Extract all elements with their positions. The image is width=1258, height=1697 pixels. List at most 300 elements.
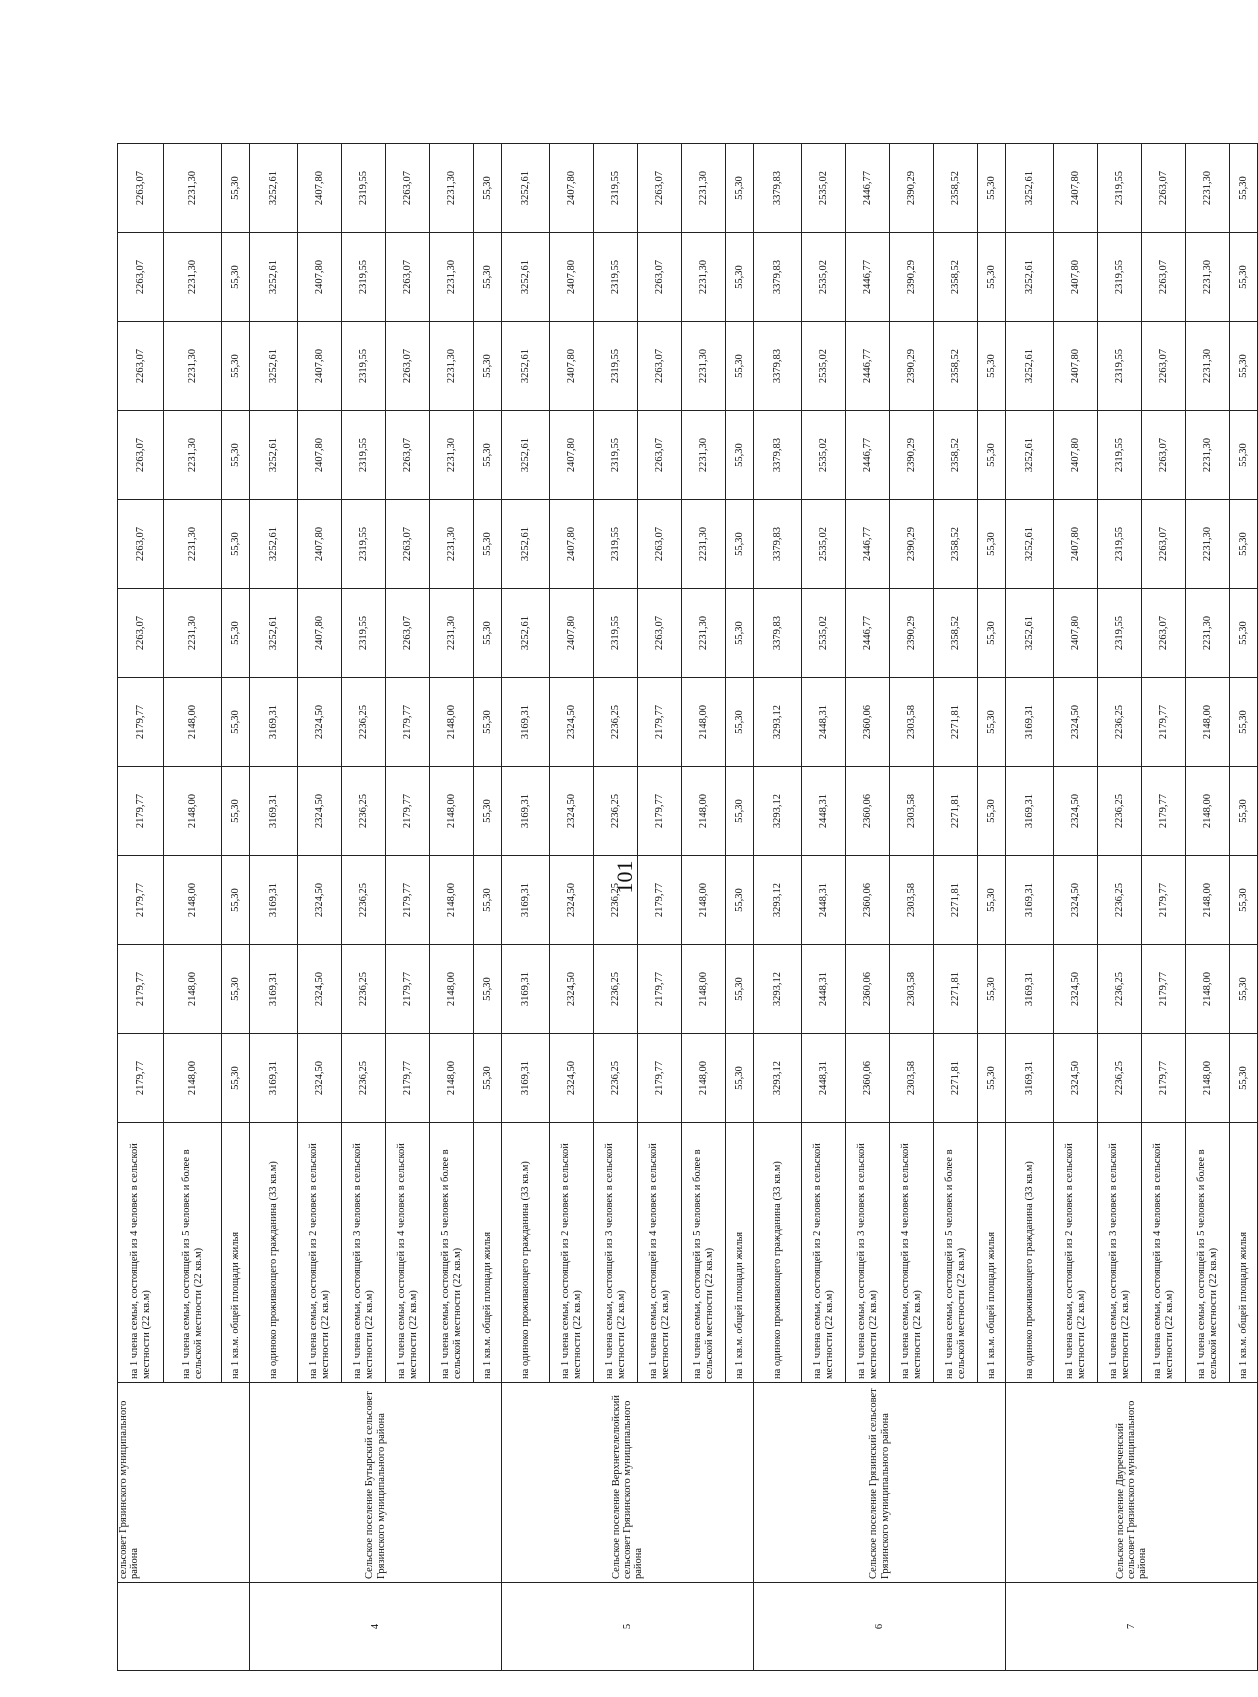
tariff-value-cell: 2179,77 <box>118 856 164 945</box>
tariff-value-cell: 2319,55 <box>1098 500 1142 589</box>
tariff-value-cell: 3252,61 <box>502 144 550 233</box>
tariff-value-cell: 2324,50 <box>298 1034 342 1123</box>
category-cell: на 1 кв.м. общей площади жилья <box>726 1123 754 1383</box>
tariff-value-cell: 55,30 <box>1230 233 1258 322</box>
tariff-value-cell: 2360,06 <box>846 678 890 767</box>
tariff-value-cell: 2448,31 <box>802 1034 846 1123</box>
tariff-value-cell: 55,30 <box>726 589 754 678</box>
tariff-value-cell: 2231,30 <box>1186 233 1230 322</box>
tariff-value-cell: 2179,77 <box>638 945 682 1034</box>
table-row <box>502 144 550 1671</box>
tariff-value-cell: 2236,25 <box>1098 678 1142 767</box>
tariff-value-cell: 3169,31 <box>250 856 298 945</box>
tariff-value-cell: 2236,25 <box>594 856 638 945</box>
tariff-value-cell: 2263,07 <box>638 589 682 678</box>
tariff-value-cell: 3169,31 <box>1006 945 1054 1034</box>
category-cell: на 1 члена семьи, состоящей из 5 человек и более в сельской местности (22 кв.м) <box>1186 1123 1230 1383</box>
tariff-value-cell: 2324,50 <box>298 856 342 945</box>
tariff-value-cell: 2319,55 <box>342 144 386 233</box>
tariff-value-cell: 55,30 <box>1230 1034 1258 1123</box>
tariff-value-cell: 55,30 <box>222 411 250 500</box>
tariff-value-cell: 2319,55 <box>1098 322 1142 411</box>
tariff-value-cell: 2360,06 <box>846 856 890 945</box>
tariff-value-cell: 2271,81 <box>934 856 978 945</box>
tariff-value-cell: 2179,77 <box>638 767 682 856</box>
settlement-name-cell: Сельское поселение Грязинский сельсовет Грязинского муниципального района <box>754 1383 1006 1583</box>
tariff-value-cell: 55,30 <box>474 500 502 589</box>
tariff-value-cell: 2324,50 <box>1054 856 1098 945</box>
tariff-value-cell: 55,30 <box>978 678 1006 767</box>
tariff-value-cell: 2390,29 <box>890 411 934 500</box>
tariff-value-cell: 2231,30 <box>430 144 474 233</box>
tariff-value-cell: 3169,31 <box>250 678 298 767</box>
tariff-value-cell: 2231,30 <box>164 233 222 322</box>
tariff-value-cell: 2231,30 <box>682 322 726 411</box>
tariff-value-cell: 55,30 <box>474 233 502 322</box>
category-cell: на одиноко проживающего гражданина (33 кв.м) <box>502 1123 550 1383</box>
tariff-value-cell: 55,30 <box>978 589 1006 678</box>
category-cell: на одиноко проживающего гражданина (33 кв.м) <box>250 1123 298 1383</box>
tariff-value-cell: 2179,77 <box>386 945 430 1034</box>
tariff-value-cell: 2358,52 <box>934 500 978 589</box>
category-cell: на 1 члена семьи, состоящей из 2 человек в сельской местности (22 кв.м) <box>802 1123 846 1383</box>
tariff-value-cell: 2263,07 <box>1142 322 1186 411</box>
tariff-value-cell: 55,30 <box>474 856 502 945</box>
tariff-value-cell: 2148,00 <box>430 945 474 1034</box>
settlement-name-cell: сельсовет Грязинского муниципального района <box>118 1383 250 1583</box>
tariff-value-cell: 2390,29 <box>890 322 934 411</box>
tariff-value-cell: 55,30 <box>978 500 1006 589</box>
tariff-value-cell: 2148,00 <box>682 945 726 1034</box>
settlement-name-cell: Сельское поселение Верхнетелелюйский сельсовет Грязинского муниципального района <box>502 1383 754 1583</box>
tariff-value-cell: 55,30 <box>978 322 1006 411</box>
tariff-value-cell: 3169,31 <box>502 856 550 945</box>
tariff-value-cell: 2179,77 <box>386 767 430 856</box>
tariff-value-cell: 2407,80 <box>298 144 342 233</box>
tariff-value-cell: 55,30 <box>978 411 1006 500</box>
tariff-value-cell: 2179,77 <box>638 678 682 767</box>
tariff-value-cell: 55,30 <box>726 144 754 233</box>
tariff-value-cell: 2236,25 <box>594 1034 638 1123</box>
tariff-value-cell: 3252,61 <box>250 500 298 589</box>
tariff-value-cell: 2360,06 <box>846 767 890 856</box>
category-cell: на 1 члена семьи, состоящей из 2 человек в сельской местности (22 кв.м) <box>550 1123 594 1383</box>
rotated-landscape-page <box>117 143 1249 1671</box>
tariff-value-cell: 55,30 <box>222 322 250 411</box>
tariff-value-cell: 2179,77 <box>118 678 164 767</box>
tariff-value-cell: 2231,30 <box>682 233 726 322</box>
tariff-value-cell: 2236,25 <box>342 767 386 856</box>
tariff-value-cell: 2263,07 <box>118 233 164 322</box>
tariff-value-cell: 2390,29 <box>890 144 934 233</box>
tariff-value-cell: 3379,83 <box>754 500 802 589</box>
tariff-value-cell: 55,30 <box>222 144 250 233</box>
tariff-value-cell: 2319,55 <box>594 411 638 500</box>
tariff-value-cell: 3293,12 <box>754 945 802 1034</box>
page-number: 101 <box>612 860 637 894</box>
tariff-value-cell: 2303,58 <box>890 856 934 945</box>
tariff-value-cell: 55,30 <box>222 589 250 678</box>
tariff-value-cell: 2324,50 <box>550 767 594 856</box>
category-cell: на 1 члена семьи, состоящей из 5 человек и более в сельской местности (22 кв.м) <box>682 1123 726 1383</box>
tariff-value-cell: 2390,29 <box>890 500 934 589</box>
tariff-value-cell: 2407,80 <box>550 411 594 500</box>
tariff-value-cell: 55,30 <box>222 945 250 1034</box>
tariff-value-cell: 2319,55 <box>594 233 638 322</box>
tariff-value-cell: 2148,00 <box>1186 945 1230 1034</box>
tariff-value-cell: 2360,06 <box>846 1034 890 1123</box>
tariff-value-cell: 2263,07 <box>386 500 430 589</box>
tariff-value-cell: 55,30 <box>222 233 250 322</box>
tariff-value-cell: 55,30 <box>1230 500 1258 589</box>
tariff-value-cell: 2407,80 <box>550 500 594 589</box>
tariff-value-cell: 3293,12 <box>754 767 802 856</box>
tariff-value-cell: 2231,30 <box>164 144 222 233</box>
tariff-value-cell: 55,30 <box>978 856 1006 945</box>
tariff-value-cell: 55,30 <box>474 1034 502 1123</box>
tariff-value-cell: 2231,30 <box>164 322 222 411</box>
tariff-value-cell: 2263,07 <box>386 144 430 233</box>
tariff-value-cell: 2407,80 <box>298 500 342 589</box>
tariff-value-cell: 2263,07 <box>1142 233 1186 322</box>
tariff-value-cell: 2179,77 <box>638 1034 682 1123</box>
tariff-value-cell: 55,30 <box>726 322 754 411</box>
tariff-value-cell: 2263,07 <box>386 322 430 411</box>
tariff-value-cell: 2231,30 <box>430 322 474 411</box>
tariff-value-cell: 2263,07 <box>1142 589 1186 678</box>
tariff-value-cell: 2263,07 <box>118 411 164 500</box>
tariff-value-cell: 2148,00 <box>1186 678 1230 767</box>
tariff-value-cell: 2148,00 <box>1186 767 1230 856</box>
tariff-value-cell: 2324,50 <box>1054 678 1098 767</box>
tariff-value-cell: 55,30 <box>1230 856 1258 945</box>
tariff-value-cell: 2319,55 <box>1098 233 1142 322</box>
tariff-value-cell: 2148,00 <box>430 678 474 767</box>
tariff-value-cell: 2179,77 <box>118 767 164 856</box>
tariff-value-cell: 2407,80 <box>1054 589 1098 678</box>
tariff-value-cell: 3169,31 <box>502 678 550 767</box>
tariff-value-cell: 3169,31 <box>1006 856 1054 945</box>
tariff-value-cell: 2324,50 <box>1054 945 1098 1034</box>
tariff-value-cell: 2179,77 <box>638 856 682 945</box>
category-cell: на 1 члена семьи, состоящей из 5 человек и более в сельской местности (22 кв.м) <box>430 1123 474 1383</box>
tariff-value-cell: 2324,50 <box>550 1034 594 1123</box>
tariff-value-cell: 2358,52 <box>934 144 978 233</box>
tariff-value-cell: 3169,31 <box>1006 678 1054 767</box>
tariff-value-cell: 2446,77 <box>846 589 890 678</box>
tariff-value-cell: 2236,25 <box>1098 1034 1142 1123</box>
category-cell: на 1 члена семьи, состоящей из 3 человек в сельской местности (22 кв.м) <box>594 1123 638 1383</box>
tariff-value-cell: 3293,12 <box>754 856 802 945</box>
tariff-value-cell: 55,30 <box>474 678 502 767</box>
tariff-value-cell: 2358,52 <box>934 589 978 678</box>
tariff-value-cell: 2236,25 <box>594 678 638 767</box>
tariff-value-cell: 2179,77 <box>118 1034 164 1123</box>
tariff-value-cell: 2535,02 <box>802 589 846 678</box>
tariff-value-cell: 2448,31 <box>802 856 846 945</box>
tariff-value-cell: 2448,31 <box>802 767 846 856</box>
tariff-value-cell: 2231,30 <box>1186 322 1230 411</box>
tariff-value-cell: 3252,61 <box>502 322 550 411</box>
tariff-value-cell: 3252,61 <box>250 589 298 678</box>
tariff-value-cell: 3252,61 <box>1006 500 1054 589</box>
tariff-value-cell: 3169,31 <box>250 767 298 856</box>
tariff-value-cell: 2358,52 <box>934 233 978 322</box>
table-row <box>1006 144 1054 1671</box>
category-cell: на 1 члена семьи, состоящей из 4 человек в сельской местности (22 кв.м) <box>118 1123 164 1383</box>
tariff-value-cell: 3169,31 <box>250 945 298 1034</box>
tariff-value-cell: 2407,80 <box>550 144 594 233</box>
category-cell: на 1 члена семьи, состоящей из 2 человек в сельской местности (22 кв.м) <box>1054 1123 1098 1383</box>
tariff-value-cell: 2263,07 <box>118 500 164 589</box>
tariff-value-cell: 3252,61 <box>1006 411 1054 500</box>
tariff-value-cell: 3379,83 <box>754 589 802 678</box>
tariff-value-cell: 2390,29 <box>890 233 934 322</box>
tariff-value-cell: 2324,50 <box>550 856 594 945</box>
tariff-value-cell: 2407,80 <box>550 322 594 411</box>
tariff-value-cell: 2179,77 <box>1142 1034 1186 1123</box>
tariff-value-cell: 2319,55 <box>342 589 386 678</box>
tariff-value-cell: 55,30 <box>474 767 502 856</box>
tariff-value-cell: 2231,30 <box>682 144 726 233</box>
tariff-value-cell: 2535,02 <box>802 144 846 233</box>
tariff-value-cell: 2236,25 <box>342 1034 386 1123</box>
tariff-value-cell: 2179,77 <box>1142 767 1186 856</box>
tariff-value-cell: 2407,80 <box>1054 411 1098 500</box>
tariff-value-cell: 2179,77 <box>1142 945 1186 1034</box>
tariff-value-cell: 55,30 <box>1230 589 1258 678</box>
tariff-value-cell: 3252,61 <box>502 589 550 678</box>
settlement-name-cell: Сельское поселение Бутырский сельсовет Грязинского муниципального района <box>250 1383 502 1583</box>
tariff-value-cell: 55,30 <box>726 678 754 767</box>
tariff-value-cell: 2236,25 <box>342 678 386 767</box>
tariff-value-cell: 3252,61 <box>1006 233 1054 322</box>
tariff-value-cell: 2236,25 <box>594 945 638 1034</box>
tariff-value-cell: 2148,00 <box>164 856 222 945</box>
category-cell: на 1 члена семьи, состоящей из 4 человек в сельской местности (22 кв.м) <box>386 1123 430 1383</box>
tariff-value-cell: 2319,55 <box>1098 144 1142 233</box>
tariff-value-cell: 2148,00 <box>682 767 726 856</box>
tariff-value-cell: 2407,80 <box>298 322 342 411</box>
row-number-cell <box>118 1583 250 1671</box>
tariff-value-cell: 3169,31 <box>1006 1034 1054 1123</box>
tariff-value-cell: 2263,07 <box>638 233 682 322</box>
tariff-value-cell: 2324,50 <box>550 945 594 1034</box>
tariff-value-cell: 2446,77 <box>846 411 890 500</box>
tariff-value-cell: 2231,30 <box>164 500 222 589</box>
tariff-value-cell: 55,30 <box>1230 411 1258 500</box>
tariff-value-cell: 2231,30 <box>1186 144 1230 233</box>
tariff-value-cell: 2263,07 <box>386 589 430 678</box>
tariff-value-cell: 55,30 <box>726 767 754 856</box>
tariff-value-cell: 2263,07 <box>1142 144 1186 233</box>
tariff-value-cell: 55,30 <box>1230 767 1258 856</box>
table-row <box>754 144 802 1671</box>
tariff-value-cell: 3293,12 <box>754 678 802 767</box>
tariff-value-cell: 55,30 <box>978 233 1006 322</box>
category-cell: на 1 кв.м. общей площади жилья <box>1230 1123 1258 1383</box>
tariff-value-cell: 2407,80 <box>1054 233 1098 322</box>
tariff-value-cell: 2319,55 <box>342 322 386 411</box>
tariff-value-cell: 2148,00 <box>430 856 474 945</box>
tariff-value-cell: 3252,61 <box>250 144 298 233</box>
tariff-value-cell: 3252,61 <box>250 411 298 500</box>
tariff-value-cell: 2263,07 <box>1142 411 1186 500</box>
tariff-value-cell: 3169,31 <box>502 1034 550 1123</box>
tariff-value-cell: 2303,58 <box>890 1034 934 1123</box>
tariff-table-body <box>118 144 1258 1671</box>
category-cell: на 1 члена семьи, состоящей из 5 человек и более в сельской местности (22 кв.м) <box>164 1123 222 1383</box>
category-cell: на 1 кв.м. общей площади жилья <box>978 1123 1006 1383</box>
tariff-value-cell: 2231,30 <box>682 500 726 589</box>
tariff-value-cell: 55,30 <box>726 856 754 945</box>
tariff-value-cell: 2231,30 <box>430 500 474 589</box>
tariff-value-cell: 55,30 <box>222 500 250 589</box>
tariff-value-cell: 2319,55 <box>1098 411 1142 500</box>
tariff-value-cell: 2263,07 <box>118 589 164 678</box>
tariff-value-cell: 3169,31 <box>502 945 550 1034</box>
tariff-value-cell: 2446,77 <box>846 144 890 233</box>
row-number-cell: 5 <box>502 1583 754 1671</box>
tariff-value-cell: 3169,31 <box>250 1034 298 1123</box>
tariff-value-cell: 2148,00 <box>430 767 474 856</box>
category-cell: на 1 члена семьи, состоящей из 5 человек и более в сельской местности (22 кв.м) <box>934 1123 978 1383</box>
tariff-value-cell: 3252,61 <box>250 322 298 411</box>
tariff-value-cell: 2535,02 <box>802 322 846 411</box>
tariff-value-cell: 2358,52 <box>934 322 978 411</box>
category-cell: на 1 члена семьи, состоящей из 4 человек в сельской местности (22 кв.м) <box>638 1123 682 1383</box>
tariff-value-cell: 2148,00 <box>1186 856 1230 945</box>
tariff-value-cell: 2303,58 <box>890 945 934 1034</box>
category-cell: на 1 кв.м. общей площади жилья <box>474 1123 502 1383</box>
tariff-value-cell: 2360,06 <box>846 945 890 1034</box>
tariff-value-cell: 2179,77 <box>386 1034 430 1123</box>
tariff-value-cell: 55,30 <box>978 945 1006 1034</box>
tariff-value-cell: 2263,07 <box>638 500 682 589</box>
tariff-value-cell: 2407,80 <box>298 411 342 500</box>
tariff-value-cell: 55,30 <box>978 1034 1006 1123</box>
row-number-cell: 7 <box>1006 1583 1258 1671</box>
tariff-value-cell: 2263,07 <box>1142 500 1186 589</box>
tariff-value-cell: 2303,58 <box>890 767 934 856</box>
tariff-value-cell: 2407,80 <box>298 589 342 678</box>
tariff-value-cell: 2148,00 <box>164 678 222 767</box>
tariff-value-cell: 55,30 <box>1230 144 1258 233</box>
tariff-value-cell: 55,30 <box>474 322 502 411</box>
tariff-value-cell: 2231,30 <box>430 589 474 678</box>
tariff-value-cell: 2358,52 <box>934 411 978 500</box>
row-number-cell: 4 <box>250 1583 502 1671</box>
tariff-value-cell: 2319,55 <box>594 589 638 678</box>
tariff-value-cell: 55,30 <box>726 945 754 1034</box>
tariff-value-cell: 2448,31 <box>802 678 846 767</box>
tariff-value-cell: 55,30 <box>726 500 754 589</box>
tariff-value-cell: 2263,07 <box>638 144 682 233</box>
tariff-value-cell: 3252,61 <box>502 233 550 322</box>
tariff-value-cell: 2236,25 <box>1098 945 1142 1034</box>
tariff-value-cell: 2324,50 <box>298 767 342 856</box>
tariff-value-cell: 55,30 <box>474 589 502 678</box>
tariff-value-cell: 2236,25 <box>594 767 638 856</box>
tariff-value-cell: 2148,00 <box>430 1034 474 1123</box>
tariff-value-cell: 2407,80 <box>550 589 594 678</box>
tariff-value-cell: 2319,55 <box>342 500 386 589</box>
tariff-value-cell: 2319,55 <box>594 322 638 411</box>
tariff-value-cell: 2271,81 <box>934 767 978 856</box>
tariff-value-cell: 2236,25 <box>342 945 386 1034</box>
tariff-value-cell: 2319,55 <box>594 144 638 233</box>
tariff-value-cell: 2319,55 <box>342 411 386 500</box>
tariff-value-cell: 2271,81 <box>934 678 978 767</box>
tariff-value-cell: 55,30 <box>726 411 754 500</box>
tariff-value-cell: 3169,31 <box>1006 767 1054 856</box>
tariff-value-cell: 2535,02 <box>802 233 846 322</box>
tariff-value-cell: 2407,80 <box>550 233 594 322</box>
category-cell: на одиноко проживающего гражданина (33 кв.м) <box>754 1123 802 1383</box>
tariff-value-cell: 2446,77 <box>846 233 890 322</box>
tariff-value-cell: 55,30 <box>222 678 250 767</box>
tariff-value-cell: 2446,77 <box>846 322 890 411</box>
tariff-value-cell: 2148,00 <box>1186 1034 1230 1123</box>
tariff-value-cell: 2271,81 <box>934 945 978 1034</box>
tariff-value-cell: 3252,61 <box>250 233 298 322</box>
tariff-value-cell: 55,30 <box>474 945 502 1034</box>
tariff-value-cell: 3252,61 <box>502 500 550 589</box>
tariff-value-cell: 2263,07 <box>118 144 164 233</box>
tariff-value-cell: 2231,30 <box>682 411 726 500</box>
tariff-value-cell: 2407,80 <box>298 233 342 322</box>
category-cell: на одиноко проживающего гражданина (33 кв.м) <box>1006 1123 1054 1383</box>
tariff-value-cell: 3379,83 <box>754 411 802 500</box>
tariff-value-cell: 55,30 <box>1230 945 1258 1034</box>
tariff-value-cell: 2448,31 <box>802 945 846 1034</box>
tariff-value-cell: 2236,25 <box>1098 856 1142 945</box>
tariff-value-cell: 2148,00 <box>164 945 222 1034</box>
tariff-value-cell: 55,30 <box>726 1034 754 1123</box>
tariff-value-cell: 55,30 <box>978 144 1006 233</box>
tariff-value-cell: 2324,50 <box>298 678 342 767</box>
tariff-value-cell: 2231,30 <box>682 589 726 678</box>
tariff-value-cell: 2236,25 <box>1098 767 1142 856</box>
category-cell: на 1 кв.м. общей площади жилья <box>222 1123 250 1383</box>
tariff-value-cell: 3252,61 <box>1006 144 1054 233</box>
category-cell: на 1 члена семьи, состоящей из 4 человек в сельской местности (22 кв.м) <box>1142 1123 1186 1383</box>
tariff-value-cell: 3252,61 <box>1006 322 1054 411</box>
tariff-value-cell: 2263,07 <box>118 322 164 411</box>
tariff-value-cell: 2263,07 <box>386 233 430 322</box>
tariff-value-cell: 2324,50 <box>1054 1034 1098 1123</box>
row-number-cell: 6 <box>754 1583 1006 1671</box>
tariff-value-cell: 2148,00 <box>682 1034 726 1123</box>
tariff-value-cell: 2263,07 <box>386 411 430 500</box>
tariff-value-cell: 3379,83 <box>754 144 802 233</box>
tariff-value-cell: 2179,77 <box>118 945 164 1034</box>
tariff-value-cell: 2263,07 <box>638 322 682 411</box>
tariff-value-cell: 2271,81 <box>934 1034 978 1123</box>
tariff-value-cell: 2407,80 <box>1054 144 1098 233</box>
tariff-value-cell: 2148,00 <box>682 678 726 767</box>
tariff-value-cell: 2319,55 <box>1098 589 1142 678</box>
tariff-value-cell: 2231,30 <box>1186 500 1230 589</box>
tariff-value-cell: 2407,80 <box>1054 500 1098 589</box>
tariff-value-cell: 3252,61 <box>1006 589 1054 678</box>
tariff-value-cell: 2303,58 <box>890 678 934 767</box>
tariff-value-cell: 2535,02 <box>802 411 846 500</box>
tariff-value-cell: 2148,00 <box>682 856 726 945</box>
tariff-value-cell: 2148,00 <box>164 767 222 856</box>
tariff-value-cell: 55,30 <box>726 233 754 322</box>
tariff-value-cell: 2390,29 <box>890 589 934 678</box>
